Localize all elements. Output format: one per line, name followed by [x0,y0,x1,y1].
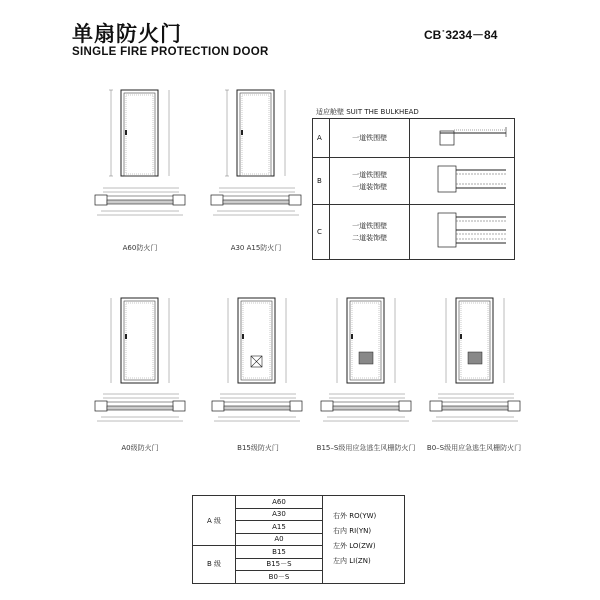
page-title: 单扇防火门 [72,22,182,46]
bulkhead-line: 一道铁围壁 [352,222,388,230]
bulkhead-desc [330,205,410,260]
class-cell: A30 [236,508,323,521]
table-row [313,205,515,260]
bulkhead-sketch [409,205,514,260]
bulkhead-desc [330,119,410,158]
page-subtitle: SINGLE FIRE PROTECTION DOOR [72,46,269,58]
door-caption: B0–S级用应急逃生风栅防火门 [426,444,522,452]
door-drawing-b15-s [321,298,411,421]
bulkhead-sketch [409,119,514,158]
table-row [193,496,405,509]
door-caption: B15–S级用应急逃生风栅防火门 [316,444,416,452]
bulkhead-table-title: 适应舱壁 SUIT THE BULKHEAD [316,108,419,116]
orientation-item: 左内 LI(ZN) [333,557,371,566]
bulkhead-line: 二道装饰壁 [352,234,388,242]
class-cell: A60 [236,496,323,509]
table-row [313,158,515,205]
door-caption: A30 A15防火门 [230,244,282,252]
orientation-item: 左外 LO(ZW) [333,542,376,551]
class-cell: B15 [236,546,323,559]
door-drawing-a60 [95,90,185,215]
bulkhead-letter: B [313,158,330,205]
door-caption: A0级防火门 [121,444,159,452]
orientation-cell [323,496,405,584]
orientation-item: 右内 RI(YN) [333,527,372,536]
door-drawing-a0 [95,298,185,421]
door-caption: B15级防火门 [237,444,279,452]
standard-code: CB˙3234－84 [424,28,498,42]
bulkhead-letter: C [313,205,330,260]
orientation-item: 右外 RO(YW) [333,512,377,521]
class-cell: A15 [236,521,323,534]
bulkhead-letter: A [313,119,330,158]
door-drawing-b15 [212,298,302,421]
door-class-table [192,495,405,584]
bulkhead-line: 一道铁围壁 [352,171,388,179]
door-caption: A60防火门 [122,244,158,252]
table-row [313,119,515,158]
bulkhead-desc [330,158,410,205]
class-group: A 级 [193,496,236,546]
door-drawing-a30-a15 [211,90,301,215]
class-group: B 级 [193,546,236,584]
door-drawing-b0-s [430,298,520,421]
bulkhead-sketch [409,158,514,205]
class-cell: B0－S [236,571,323,584]
bulkhead-line: 一道装饰壁 [352,183,388,191]
bulkhead-line: 一道铁围壁 [352,134,388,142]
class-cell: B15－S [236,558,323,571]
bulkhead-table [312,118,515,260]
class-cell: A0 [236,533,323,546]
